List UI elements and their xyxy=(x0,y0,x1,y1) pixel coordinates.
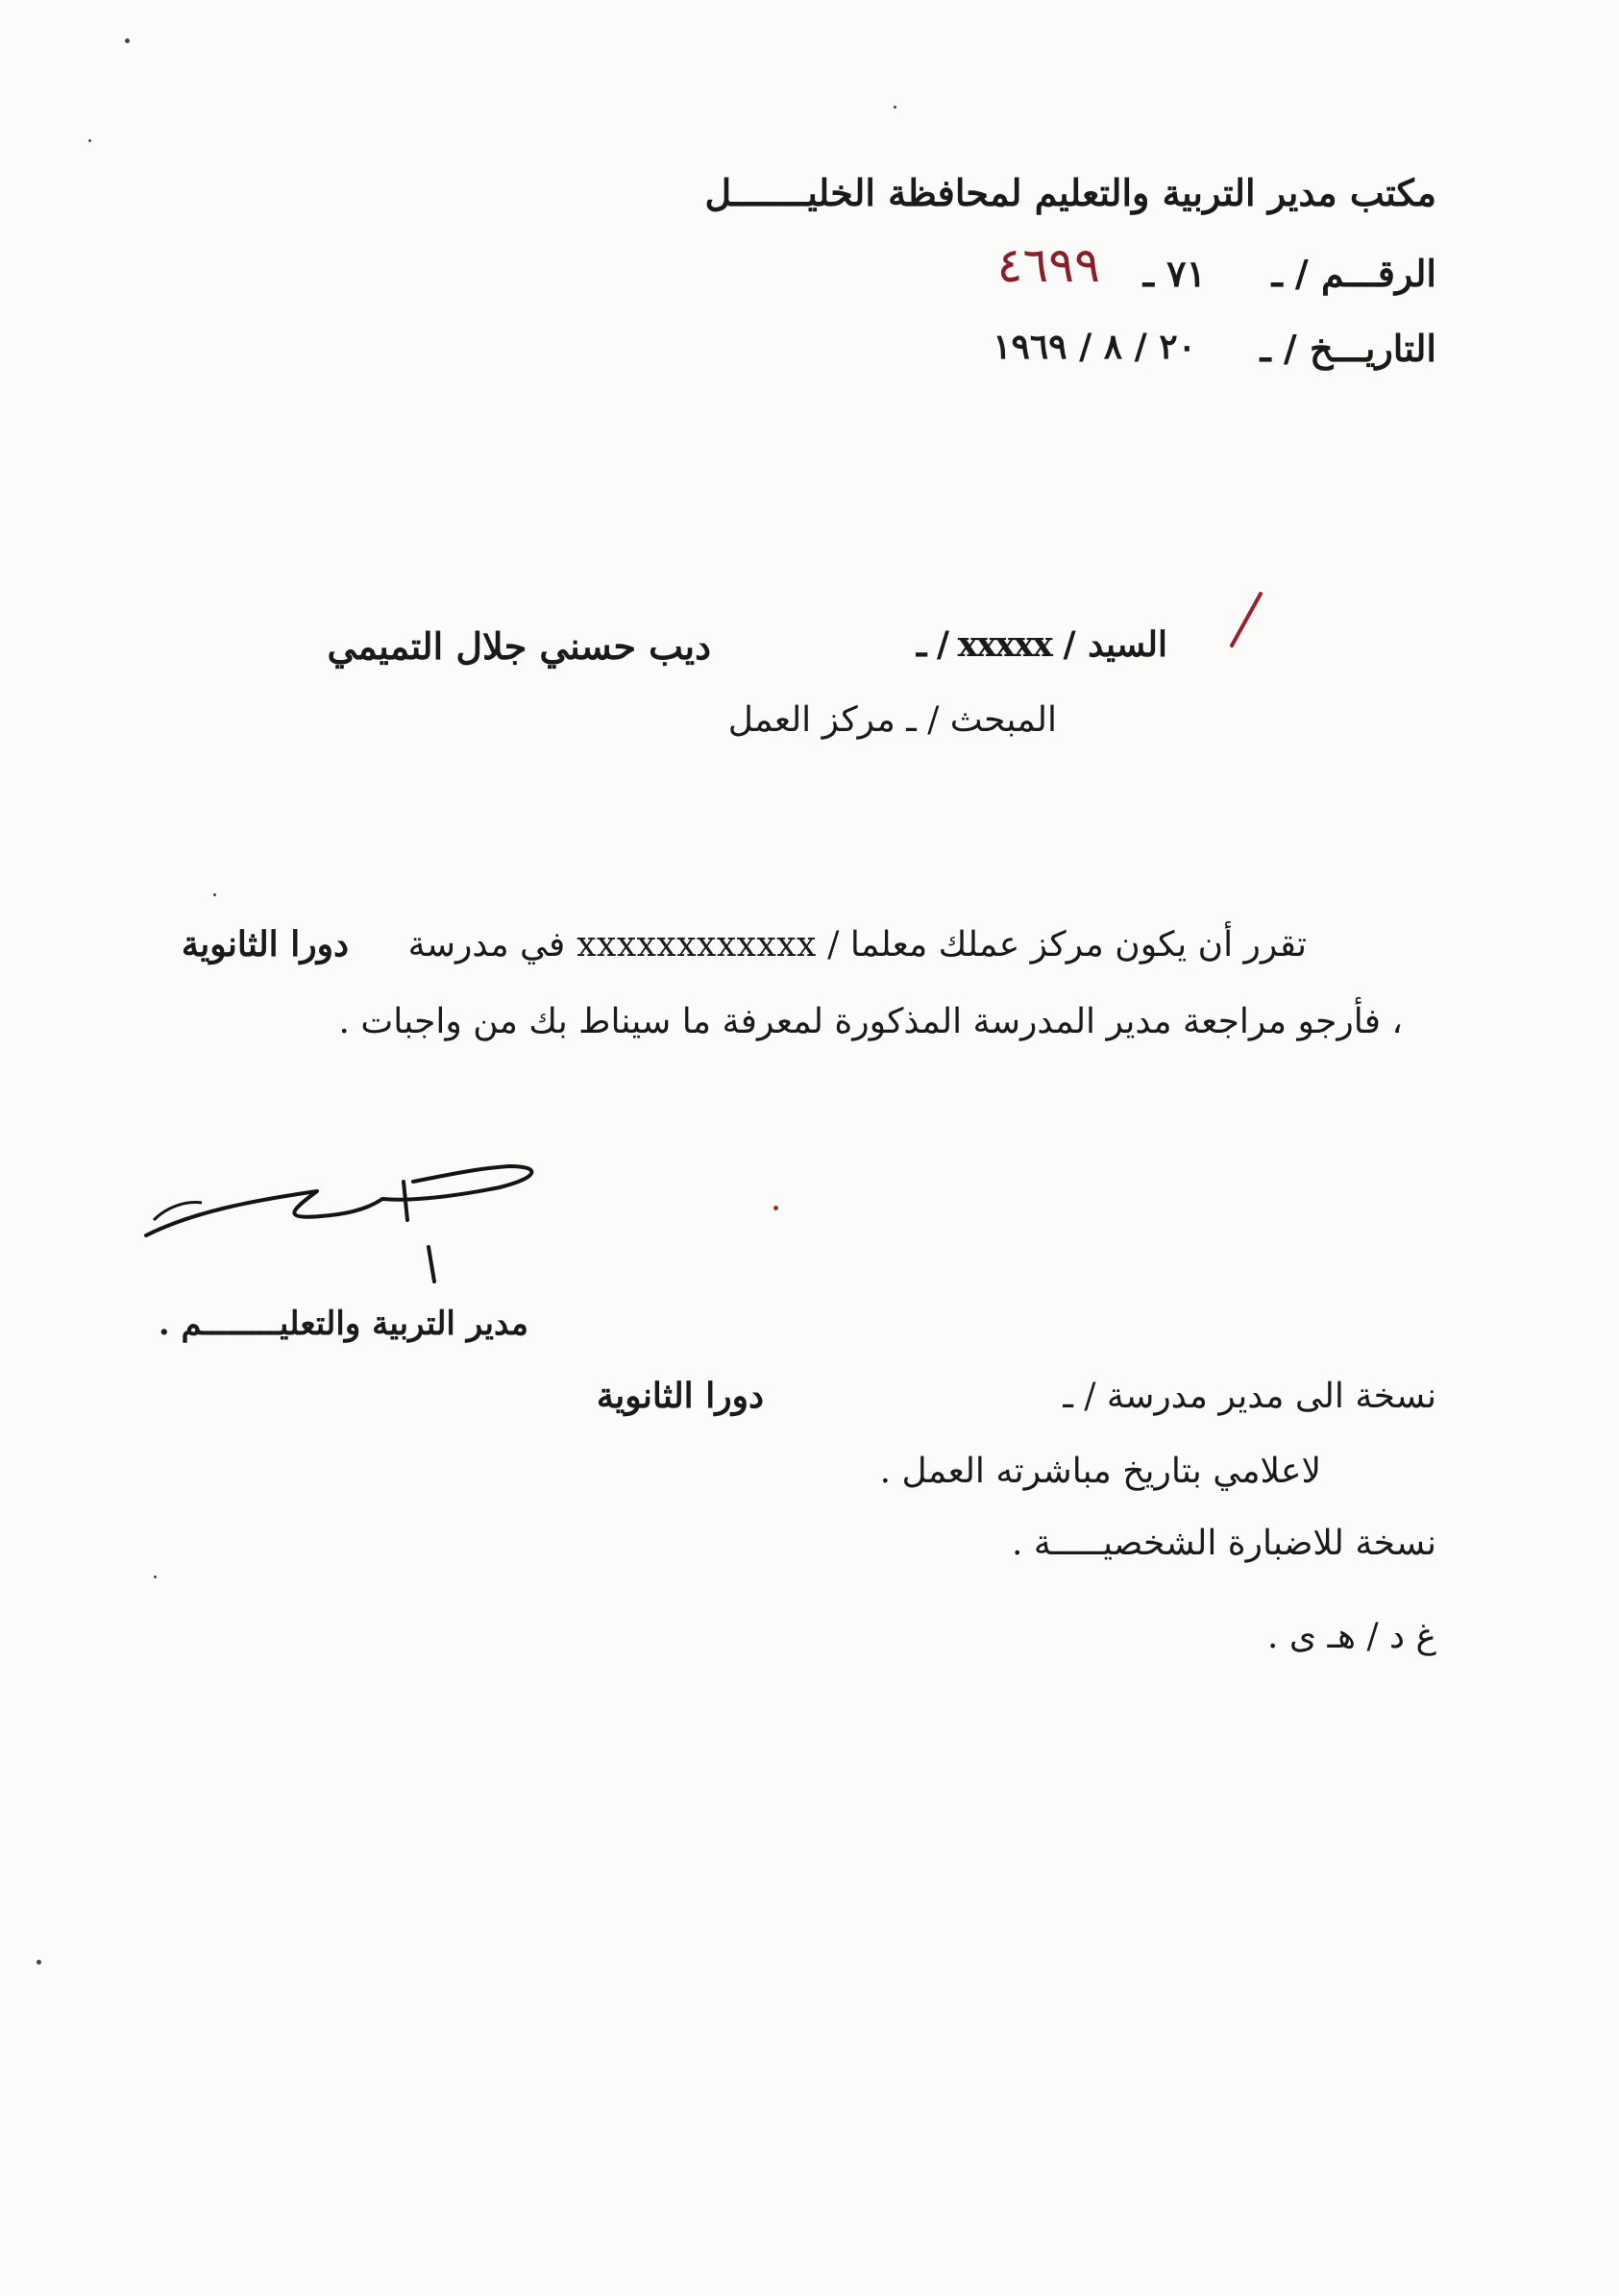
body-school-name: دورا الثانوية xyxy=(181,924,349,965)
scan-speck xyxy=(213,893,216,896)
red-check-mark xyxy=(1232,594,1261,646)
signature-scribble xyxy=(146,1166,531,1235)
reference-number-label: الرقـــم / ـ xyxy=(1271,252,1436,295)
copy-1-line: نسخة الى مدير مدرسة / ـ xyxy=(1063,1377,1436,1416)
body-line-2: ، فأرجو مراجعة مدير المدرسة المذكورة لمعرفة ما سيناط بك من واجبات . xyxy=(338,1002,1403,1041)
body-line-1: تقرر أن يكون مركز عملك معلما / xxxxxxxxxxxx في مدرسة xyxy=(407,925,1307,965)
scan-speck xyxy=(37,1960,41,1965)
copy-2-line: نسخة للاضبارة الشخصيـــــة . xyxy=(1012,1524,1436,1563)
recipient-label: السيد / xxxxx / ـ xyxy=(916,624,1167,665)
scan-speck xyxy=(894,106,896,109)
scan-speck xyxy=(773,1206,778,1210)
date-value: ٢٠ / ٨ / ١٩٦٩ xyxy=(993,327,1196,367)
recipient-name: ديب حسني جلال التميمي xyxy=(327,624,711,668)
scan-speck xyxy=(88,139,91,142)
reference-number-prefix: ٧١ ـ xyxy=(1142,252,1206,295)
initials-line: غ د / هـ ى . xyxy=(1266,1617,1436,1656)
reference-number-value: ٤٦٩٩ xyxy=(996,237,1100,293)
copy-1-note: لاعلامي بتاريخ مباشرته العمل . xyxy=(879,1452,1321,1491)
signature-title: مدير التربية والتعليــــــــم . xyxy=(158,1305,528,1343)
copy-1-school-name: دورا الثانوية xyxy=(596,1376,764,1416)
scan-speck xyxy=(125,38,130,43)
office-heading: مكتب مدير التربية والتعليم لمحافظة الخليـــــــل xyxy=(704,171,1436,214)
date-label: التاريـــخ / ـ xyxy=(1260,327,1436,370)
subject-line: المبحث / ـ مركز العمل xyxy=(727,700,1057,740)
scan-speck xyxy=(154,1575,157,1578)
signature-stroke xyxy=(429,1247,434,1282)
